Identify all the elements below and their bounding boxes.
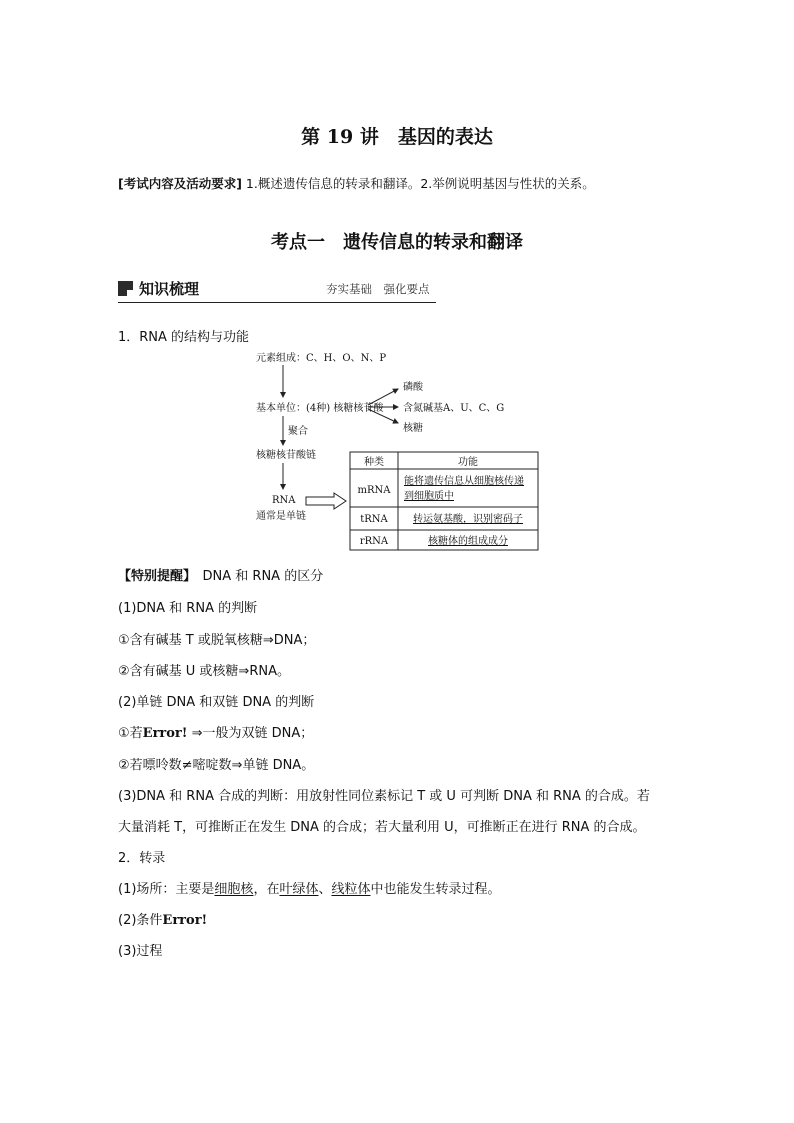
text-line-9-b: ，在 (253, 882, 280, 897)
rna-structure-diagram (250, 345, 550, 555)
answer-mitochondria: 线粒体 (331, 882, 371, 897)
rna-function-table (350, 452, 538, 550)
diagram-unit: 基本单位：(4种) 核糖核苷酸 (256, 403, 384, 414)
text-line-9-d: 中也能发生转录过程。 (370, 882, 501, 897)
table-cell-mrna-type: mRNA (357, 485, 391, 496)
diagram-polymerize: 聚合 (288, 426, 308, 437)
text-line-3: ②含有碱基 U 或核糖⇒RNA。 (118, 664, 290, 679)
diagram-ribose: 核糖 (403, 423, 423, 434)
exam-requirements (118, 174, 595, 192)
text-line-4: (2)单链 DNA 和双链 DNA 的判断 (118, 695, 315, 710)
table-cell-rrna-type: rRNA (359, 536, 389, 547)
text-line-7: (3)DNA 和 RNA 合成的判断：用放射性同位素标记 T 或 U 可判断 DNA 和 RNA 的合成。若 (118, 789, 650, 804)
diagram-single-strand: 通常是单链 (256, 511, 306, 522)
diagram-rna: RNA (272, 495, 296, 506)
error-placeholder-2: Error! (162, 913, 208, 928)
text-line-10-a: (2)条件 (118, 913, 163, 928)
text-line-1: (1)DNA 和 RNA 的判断 (118, 601, 258, 616)
heading-transcription: 2．转录 (118, 851, 166, 866)
hollow-arrow (306, 493, 346, 509)
special-reminder (118, 565, 323, 584)
text-line-9-c: 、 (318, 882, 332, 897)
reminder-text: DNA 和 RNA 的区分 (189, 569, 324, 584)
text-line-10 (118, 909, 207, 928)
reminder-label: 【特别提醒】 (118, 569, 190, 584)
error-placeholder: Error! (142, 726, 188, 741)
text-line-11: (3)过程 (118, 944, 163, 959)
section-tag: 夯实基础 强化要点 (326, 282, 430, 296)
page-title: 第 19 讲 基因的表达 (301, 126, 493, 148)
requirements-text: 1.概述遗传信息的转录和翻译。2.举例说明基因与性状的关系。 (245, 176, 595, 191)
answer-chloroplast: 叶绿体 (279, 882, 319, 897)
table-header-type: 种类 (364, 457, 384, 468)
diagram-bases: 含氮碱基A、U、C、G (403, 403, 505, 414)
text-line-6: ②若嘌呤数≠嘧啶数⇒单链 DNA。 (118, 758, 315, 773)
text-line-5 (118, 722, 313, 741)
diagram-elements: 元素组成：C、H、O、N、P (256, 353, 387, 364)
requirements-lead: [考试内容及活动要求] (118, 176, 242, 191)
diagram-phosphate: 磷酸 (403, 382, 423, 393)
knowledge-section-header (118, 278, 436, 303)
text-line-2: ①含有碱基 T 或脱氧核糖⇒DNA； (118, 633, 316, 648)
table-cell-mrna-func-2: 到细胞质中 (404, 491, 454, 502)
table-cell-trna-type: tRNA (360, 514, 388, 525)
section-name: 知识梳理 (139, 280, 200, 298)
answer-nucleus: 细胞核 (214, 882, 254, 897)
text-line-9-a: (1)场所：主要是 (118, 882, 215, 897)
table-cell-mrna-func-1: 能将遗传信息从细胞核传递 (404, 476, 524, 487)
table-cell-rrna-func: 核糖体的组成成分 (428, 536, 508, 547)
table-cell-trna-func: 转运氨基酸，识别密码子 (413, 514, 523, 525)
diagram-chain: 核糖核苷酸链 (256, 450, 316, 461)
table-header-function: 功能 (458, 457, 478, 468)
text-line-9 (118, 878, 501, 897)
text-line-5-start: ①若 (118, 726, 143, 741)
section-square-icon (118, 281, 133, 296)
text-line-8: 大量消耗 T，可推断正在发生 DNA 的合成；若大量利用 U，可推断正在进行 RNA 的合成。 (118, 820, 646, 835)
section-subtitle: 考点一 遗传信息的转录和翻译 (271, 232, 523, 253)
heading-rna-structure: 1．RNA 的结构与功能 (118, 330, 250, 345)
text-line-5-end: ⇒一般为双链 DNA； (187, 726, 314, 741)
